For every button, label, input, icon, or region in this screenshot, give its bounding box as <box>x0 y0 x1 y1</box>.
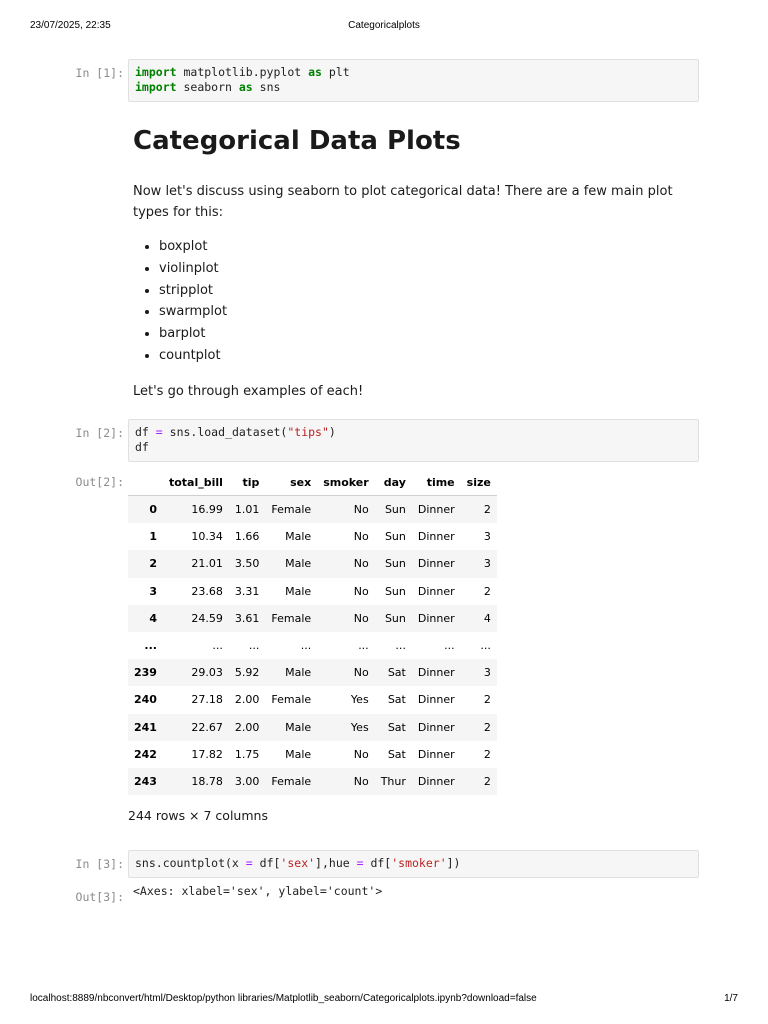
table-cell: Sun <box>384 557 406 571</box>
table-row <box>128 686 497 713</box>
table-cell: 3 <box>483 530 491 544</box>
table-cell: Female <box>271 693 312 707</box>
column-header: sex <box>265 470 317 496</box>
table-cell: Male <box>285 530 312 544</box>
list-item: • barplot <box>159 323 227 345</box>
dataframe-shape: 244 rows × 7 columns <box>128 808 268 823</box>
table-cell: Sun <box>384 611 406 625</box>
table-cell: 21.01 <box>191 557 223 571</box>
operator: = <box>356 856 364 870</box>
index-header <box>128 470 163 496</box>
table-cell: ... <box>395 639 406 653</box>
column-header: size <box>461 470 497 496</box>
print-url: localhost:8889/nbconvert/html/Desktop/python libraries/Matplotlib_seaborn/Categoricalplots.ipynb?download=false <box>30 993 537 1004</box>
table-cell: ... <box>480 639 491 653</box>
code-text: ) <box>328 425 336 439</box>
cell-3-out-prompt: Out[3]: <box>75 890 124 904</box>
row-index: ... <box>144 639 157 653</box>
code-text: plt <box>321 65 350 79</box>
table-cell: No <box>353 611 369 625</box>
code-text: df <box>135 425 156 439</box>
operator: = <box>245 856 253 870</box>
row-index: 243 <box>134 774 157 788</box>
outro-paragraph: Let's go through examples of each! <box>133 384 364 399</box>
row-index: 241 <box>134 720 157 734</box>
dataframe-table <box>128 470 497 795</box>
table-cell: Male <box>285 557 312 571</box>
table-cell: 2.00 <box>234 693 260 707</box>
print-title: Categoricalplots <box>348 20 420 31</box>
table-cell: Sun <box>384 530 406 544</box>
table-cell: Male <box>285 720 312 734</box>
table-cell: Dinner <box>417 584 455 598</box>
table-row <box>128 496 497 524</box>
row-index: 239 <box>134 666 157 680</box>
table-cell: No <box>353 530 369 544</box>
code-text: sns.countplot(x <box>135 856 246 870</box>
table-row <box>128 605 497 632</box>
table-cell: 1.01 <box>234 503 260 517</box>
table-cell: ... <box>212 639 223 653</box>
table-cell: 2 <box>483 503 491 517</box>
keyword: import <box>135 65 177 79</box>
table-cell: 2 <box>483 747 491 761</box>
column-header: tip <box>229 470 266 496</box>
table-row <box>128 714 497 741</box>
table-row <box>128 659 497 686</box>
table-cell: Female <box>271 503 312 517</box>
row-index: 2 <box>149 557 157 571</box>
table-cell: 27.18 <box>191 693 223 707</box>
table-cell: Yes <box>350 693 369 707</box>
table-cell: 3.31 <box>234 584 260 598</box>
table-cell: ... <box>358 639 369 653</box>
plot-type-list <box>133 236 227 367</box>
cell-1-prompt: In [1]: <box>75 66 124 80</box>
string-literal: 'smoker' <box>391 856 447 870</box>
table-cell: 2 <box>483 584 491 598</box>
cell-3-output: <Axes: xlabel='sex', ylabel='count'> <box>133 884 383 898</box>
code-text: df[ <box>252 856 281 870</box>
table-cell: Male <box>285 747 312 761</box>
table-cell: Dinner <box>417 666 455 680</box>
string-literal: 'sex' <box>280 856 316 870</box>
table-cell: No <box>353 557 369 571</box>
row-index: 242 <box>134 747 157 761</box>
table-cell: No <box>353 666 369 680</box>
table-cell: No <box>353 774 369 788</box>
row-index: 1 <box>149 530 157 544</box>
code-text: ],hue <box>315 856 357 870</box>
table-cell: Sun <box>384 584 406 598</box>
table-cell: 22.67 <box>191 720 223 734</box>
table-row <box>128 768 497 795</box>
code-text: seaborn <box>176 80 239 94</box>
table-cell: Sat <box>387 666 406 680</box>
table-cell: Dinner <box>417 720 455 734</box>
code-text: ]) <box>446 856 461 870</box>
table-cell: ... <box>300 639 312 653</box>
table-cell: Sat <box>387 747 406 761</box>
table-cell: 1.75 <box>234 747 260 761</box>
table-cell: 10.34 <box>191 530 223 544</box>
list-item: • swarmplot <box>159 301 227 323</box>
table-row <box>128 523 497 550</box>
table-cell: 3 <box>483 666 491 680</box>
row-index: 4 <box>149 611 157 625</box>
table-cell: 3.00 <box>234 774 260 788</box>
table-cell: Dinner <box>417 774 455 788</box>
table-cell: 2 <box>483 720 491 734</box>
list-item: • boxplot <box>159 236 227 258</box>
table-row <box>128 632 497 659</box>
notebook-heading: Categorical Data Plots <box>133 126 461 156</box>
code-text: df <box>135 440 149 454</box>
table-cell: Dinner <box>417 557 455 571</box>
row-index: 0 <box>149 503 157 517</box>
table-cell: 2 <box>483 693 491 707</box>
operator: = <box>155 425 163 439</box>
code-text: matplotlib.pyplot <box>176 65 309 79</box>
cell-3-code[interactable] <box>128 850 699 878</box>
intro-paragraph: Now let's discuss using seaborn to plot categorical data! There are a few main plot types for this: <box>133 184 673 220</box>
table-cell: 16.99 <box>191 503 223 517</box>
table-cell: Dinner <box>417 503 455 517</box>
table-row <box>128 550 497 577</box>
table-cell: Male <box>285 584 312 598</box>
table-cell: Thur <box>380 774 406 788</box>
column-header: total_bill <box>163 470 229 496</box>
table-cell: Dinner <box>417 693 455 707</box>
table-cell: No <box>353 503 369 517</box>
table-cell: ... <box>444 639 455 653</box>
cell-1-code[interactable] <box>128 59 699 102</box>
table-cell: 24.59 <box>191 611 223 625</box>
cell-2-code[interactable] <box>128 419 699 462</box>
code-text: sns <box>252 80 281 94</box>
table-cell: Male <box>285 666 312 680</box>
page-number: 1/7 <box>724 993 738 1004</box>
code-text: df[ <box>363 856 392 870</box>
table-cell: Sun <box>384 503 406 517</box>
table-cell: 23.68 <box>191 584 223 598</box>
table-cell: 1.66 <box>234 530 260 544</box>
table-cell: 17.82 <box>191 747 223 761</box>
table-cell: 29.03 <box>191 666 223 680</box>
cell-2-prompt: In [2]: <box>75 426 124 440</box>
column-header: smoker <box>317 470 374 496</box>
code-text: sns.load_dataset( <box>162 425 288 439</box>
table-cell: Dinner <box>417 530 455 544</box>
table-cell: Female <box>271 611 312 625</box>
list-item: • stripplot <box>159 280 227 302</box>
table-cell: Dinner <box>417 747 455 761</box>
table-cell: ... <box>248 639 260 653</box>
keyword: as <box>308 65 322 79</box>
table-cell: Dinner <box>417 611 455 625</box>
keyword: as <box>238 80 253 94</box>
print-datetime: 23/07/2025, 22:35 <box>30 20 111 31</box>
table-cell: No <box>353 747 369 761</box>
table-cell: 4 <box>483 611 491 625</box>
table-cell: 3.50 <box>234 557 260 571</box>
table-cell: Sat <box>387 693 406 707</box>
table-cell: Sat <box>387 720 406 734</box>
column-header: day <box>375 470 412 496</box>
table-cell: 5.92 <box>234 666 260 680</box>
table-cell: 2 <box>483 774 491 788</box>
cell-2-out-prompt: Out[2]: <box>75 475 124 489</box>
table-cell: 3.61 <box>234 611 260 625</box>
table-cell: No <box>353 584 369 598</box>
table-body <box>128 496 497 796</box>
table-cell: 18.78 <box>191 774 223 788</box>
table-header <box>128 470 497 496</box>
cell-3-prompt: In [3]: <box>75 857 124 871</box>
keyword: import <box>135 80 177 94</box>
list-item: • countplot <box>159 345 227 367</box>
table-row <box>128 578 497 605</box>
column-header: time <box>412 470 461 496</box>
list-item: • violinplot <box>159 258 227 280</box>
table-cell: 3 <box>483 557 491 571</box>
table-row <box>128 741 497 768</box>
table-cell: Yes <box>350 720 369 734</box>
table-cell: Female <box>271 774 312 788</box>
row-index: 3 <box>149 584 157 598</box>
string-literal: "tips" <box>287 425 329 439</box>
row-index: 240 <box>134 693 157 707</box>
table-cell: 2.00 <box>234 720 260 734</box>
